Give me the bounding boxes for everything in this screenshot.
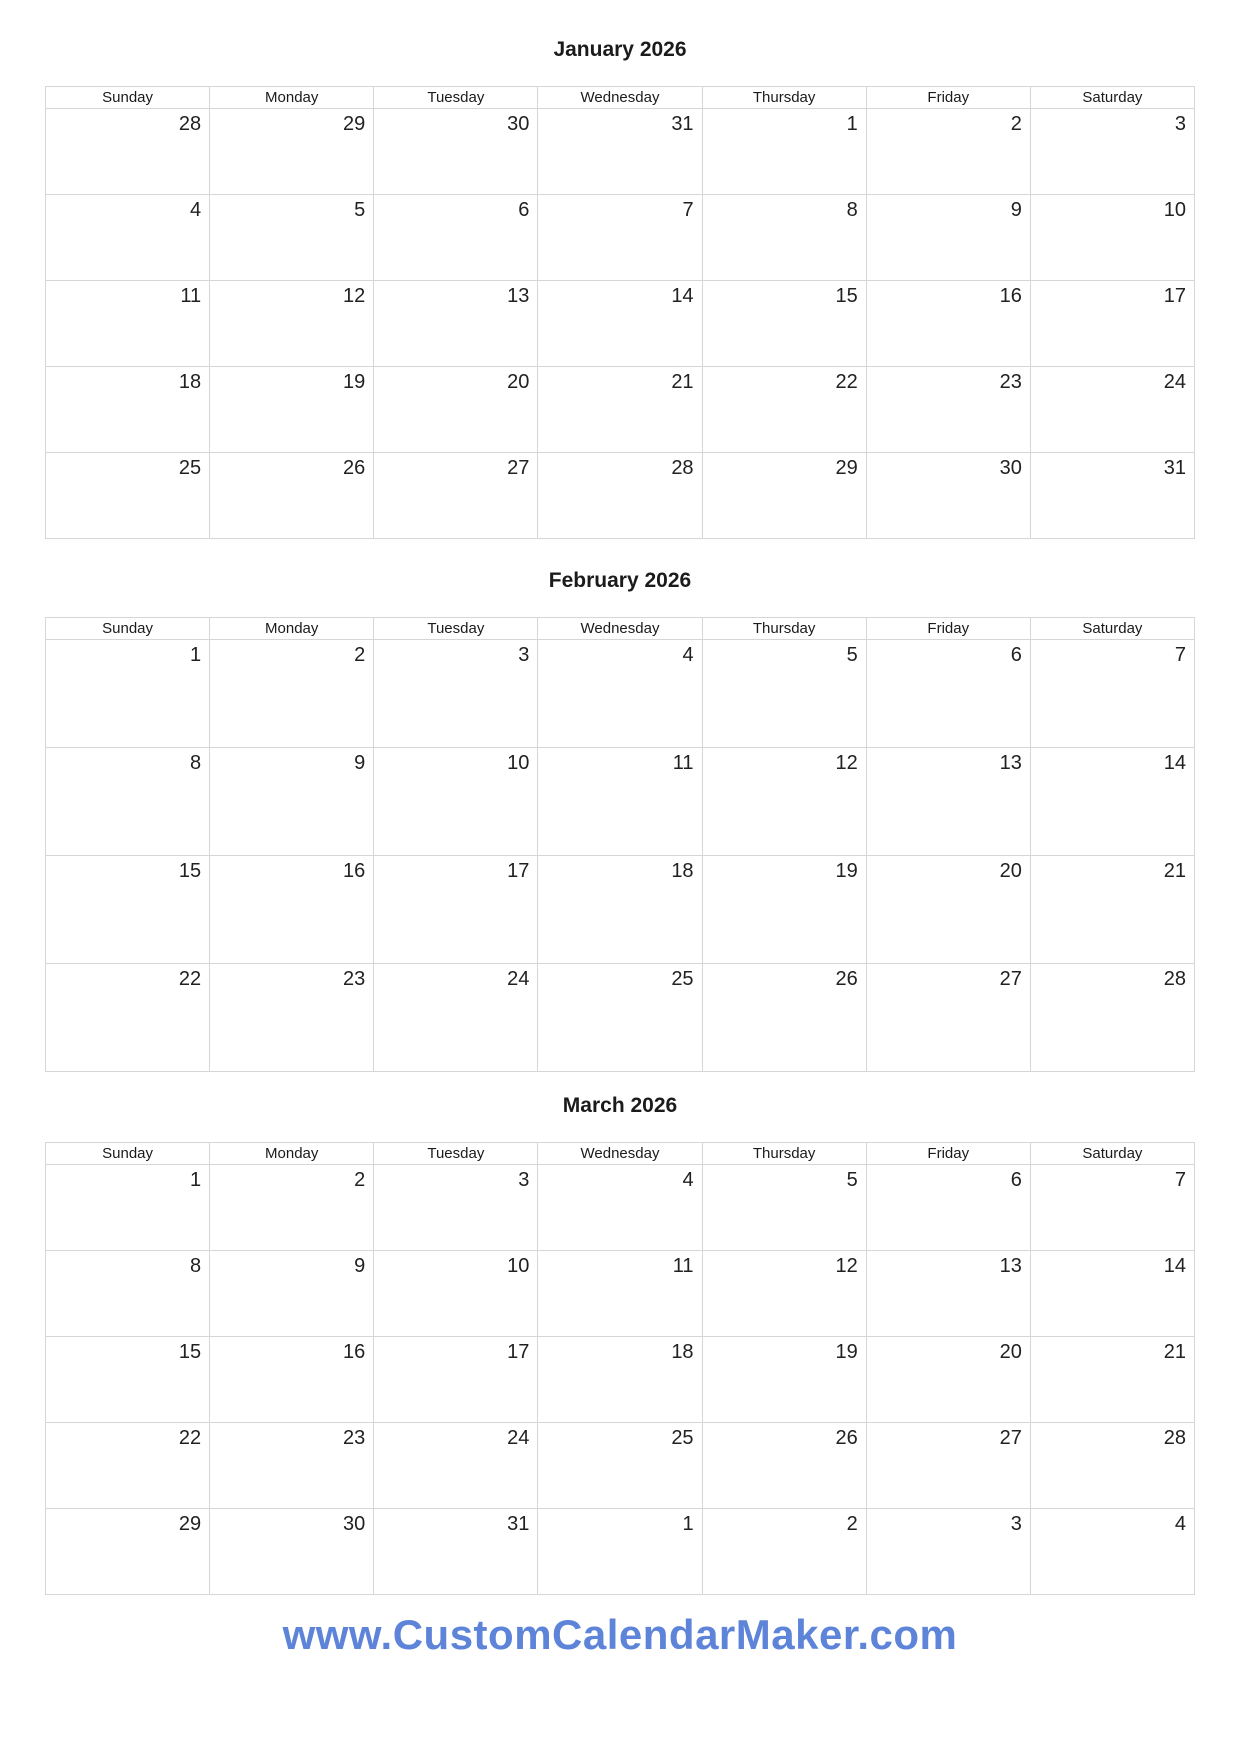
- day-cell: 11: [538, 748, 702, 856]
- week-row: [46, 856, 1195, 964]
- day-cell: 3: [374, 1165, 538, 1251]
- day-cell: 16: [866, 281, 1030, 367]
- weekday-header-tr: [46, 618, 1195, 640]
- day-cell: 26: [210, 453, 374, 539]
- day-cell: 19: [210, 367, 374, 453]
- week-row: [46, 1337, 1195, 1423]
- weekday-header-tuesday: Tuesday: [374, 1143, 538, 1165]
- calendar-page: [45, 0, 1195, 1657]
- day-cell: 25: [538, 1423, 702, 1509]
- day-cell: 6: [866, 1165, 1030, 1251]
- day-cell: 8: [46, 748, 210, 856]
- day-cell: 18: [46, 367, 210, 453]
- weekday-header-row: [46, 1143, 1195, 1165]
- weekday-header-row: [46, 87, 1195, 109]
- month-calendar-table: [45, 86, 1195, 539]
- day-cell: 1: [46, 640, 210, 748]
- day-cell-adjacent-month: 29: [210, 109, 374, 195]
- day-cell-adjacent-month: 3: [866, 1509, 1030, 1595]
- day-cell: 5: [702, 640, 866, 748]
- day-cell: 3: [374, 640, 538, 748]
- weekday-header-wednesday: Wednesday: [538, 87, 702, 109]
- weekday-header-tr: [46, 1143, 1195, 1165]
- day-cell: 26: [702, 1423, 866, 1509]
- day-cell: 27: [866, 1423, 1030, 1509]
- weekday-header-wednesday: Wednesday: [538, 618, 702, 640]
- weekday-header-sunday: Sunday: [46, 87, 210, 109]
- day-cell: 6: [374, 195, 538, 281]
- day-cell: 9: [866, 195, 1030, 281]
- day-cell: 4: [538, 640, 702, 748]
- day-cell: 9: [210, 748, 374, 856]
- weekday-header-friday: Friday: [866, 87, 1030, 109]
- month-calendar-table: [45, 617, 1195, 1072]
- weekday-header-tuesday: Tuesday: [374, 87, 538, 109]
- day-cell: 12: [702, 1251, 866, 1337]
- week-row: [46, 964, 1195, 1072]
- weekday-header-saturday: Saturday: [1030, 87, 1194, 109]
- day-cell: 11: [46, 281, 210, 367]
- day-cell: 7: [538, 195, 702, 281]
- day-cell: 29: [702, 453, 866, 539]
- weekday-header-monday: Monday: [210, 1143, 374, 1165]
- day-cell: 27: [374, 453, 538, 539]
- weekday-header-sunday: Sunday: [46, 1143, 210, 1165]
- day-cell: 2: [866, 109, 1030, 195]
- day-cell: 14: [538, 281, 702, 367]
- day-cell-adjacent-month: 31: [538, 109, 702, 195]
- day-cell: 27: [866, 964, 1030, 1072]
- week-row: [46, 281, 1195, 367]
- day-cell: 4: [538, 1165, 702, 1251]
- weekday-header-row: [46, 618, 1195, 640]
- month-title: February 2026: [548, 569, 692, 592]
- day-cell-adjacent-month: 30: [374, 109, 538, 195]
- day-cell: 1: [702, 109, 866, 195]
- day-cell: 13: [866, 1251, 1030, 1337]
- month-title: March 2026: [562, 1094, 678, 1117]
- day-cell: 8: [46, 1251, 210, 1337]
- day-cell: 25: [46, 453, 210, 539]
- day-cell: 19: [702, 1337, 866, 1423]
- day-cell: 10: [374, 1251, 538, 1337]
- day-cell: 15: [702, 281, 866, 367]
- day-cell: 31: [374, 1509, 538, 1595]
- week-row: [46, 640, 1195, 748]
- day-cell: 28: [1030, 964, 1194, 1072]
- day-cell: 2: [210, 640, 374, 748]
- day-cell: 28: [538, 453, 702, 539]
- day-cell: 23: [210, 964, 374, 1072]
- weekday-header-friday: Friday: [866, 1143, 1030, 1165]
- day-cell: 4: [46, 195, 210, 281]
- week-row: [46, 453, 1195, 539]
- day-cell: 15: [46, 1337, 210, 1423]
- week-row: [46, 1423, 1195, 1509]
- day-cell: 12: [210, 281, 374, 367]
- weekday-header-friday: Friday: [866, 618, 1030, 640]
- day-cell: 26: [702, 964, 866, 1072]
- month-weeks: [46, 640, 1195, 1072]
- watermark-url[interactable]: www.CustomCalendarMaker.com: [282, 1611, 958, 1658]
- day-cell: 12: [702, 748, 866, 856]
- day-cell: 23: [866, 367, 1030, 453]
- day-cell: 24: [374, 964, 538, 1072]
- day-cell: 15: [46, 856, 210, 964]
- day-cell-adjacent-month: 28: [46, 109, 210, 195]
- day-cell: 10: [374, 748, 538, 856]
- day-cell: 20: [866, 856, 1030, 964]
- day-cell: 8: [702, 195, 866, 281]
- day-cell: 5: [702, 1165, 866, 1251]
- day-cell-adjacent-month: 2: [702, 1509, 866, 1595]
- weekday-header-sunday: Sunday: [46, 618, 210, 640]
- day-cell: 24: [374, 1423, 538, 1509]
- day-cell: 28: [1030, 1423, 1194, 1509]
- day-cell: 11: [538, 1251, 702, 1337]
- day-cell: 24: [1030, 367, 1194, 453]
- weekday-header-thursday: Thursday: [702, 87, 866, 109]
- day-cell: 2: [210, 1165, 374, 1251]
- day-cell: 5: [210, 195, 374, 281]
- day-cell: 13: [866, 748, 1030, 856]
- day-cell: 23: [210, 1423, 374, 1509]
- day-cell: 22: [46, 964, 210, 1072]
- weekday-header-tr: [46, 87, 1195, 109]
- week-row: [46, 1251, 1195, 1337]
- month-section: [45, 539, 1195, 1072]
- weekday-header-wednesday: Wednesday: [538, 1143, 702, 1165]
- day-cell: 21: [1030, 856, 1194, 964]
- day-cell: 22: [702, 367, 866, 453]
- weekday-header-thursday: Thursday: [702, 1143, 866, 1165]
- day-cell: 31: [1030, 453, 1194, 539]
- day-cell: 6: [866, 640, 1030, 748]
- day-cell: 25: [538, 964, 702, 1072]
- day-cell: 30: [210, 1509, 374, 1595]
- month-title: January 2026: [553, 38, 687, 61]
- day-cell-adjacent-month: 4: [1030, 1509, 1194, 1595]
- day-cell: 19: [702, 856, 866, 964]
- day-cell: 9: [210, 1251, 374, 1337]
- day-cell: 14: [1030, 1251, 1194, 1337]
- day-cell: 18: [538, 1337, 702, 1423]
- day-cell: 17: [1030, 281, 1194, 367]
- day-cell: 17: [374, 856, 538, 964]
- weekday-header-monday: Monday: [210, 618, 374, 640]
- weekday-header-saturday: Saturday: [1030, 618, 1194, 640]
- weekday-header-saturday: Saturday: [1030, 1143, 1194, 1165]
- day-cell: 7: [1030, 640, 1194, 748]
- weekday-header-tuesday: Tuesday: [374, 618, 538, 640]
- day-cell: 10: [1030, 195, 1194, 281]
- day-cell: 20: [866, 1337, 1030, 1423]
- day-cell: 1: [46, 1165, 210, 1251]
- day-cell: 20: [374, 367, 538, 453]
- day-cell: 18: [538, 856, 702, 964]
- day-cell: 14: [1030, 748, 1194, 856]
- day-cell: 29: [46, 1509, 210, 1595]
- month-weeks: [46, 109, 1195, 539]
- day-cell: 3: [1030, 109, 1194, 195]
- weekday-header-thursday: Thursday: [702, 618, 866, 640]
- week-row: [46, 748, 1195, 856]
- day-cell: 22: [46, 1423, 210, 1509]
- month-section: [45, 1072, 1195, 1595]
- week-row: [46, 109, 1195, 195]
- week-row: [46, 1165, 1195, 1251]
- day-cell: 21: [538, 367, 702, 453]
- month-section: [45, 0, 1195, 539]
- day-cell: 13: [374, 281, 538, 367]
- month-calendar-table: [45, 1142, 1195, 1595]
- week-row: [46, 1509, 1195, 1595]
- day-cell: 7: [1030, 1165, 1194, 1251]
- months-container: [45, 0, 1195, 1595]
- weekday-header-monday: Monday: [210, 87, 374, 109]
- day-cell-adjacent-month: 1: [538, 1509, 702, 1595]
- week-row: [46, 195, 1195, 281]
- month-weeks: [46, 1165, 1195, 1595]
- day-cell: 21: [1030, 1337, 1194, 1423]
- day-cell: 16: [210, 856, 374, 964]
- week-row: [46, 367, 1195, 453]
- day-cell: 16: [210, 1337, 374, 1423]
- day-cell: 17: [374, 1337, 538, 1423]
- day-cell: 30: [866, 453, 1030, 539]
